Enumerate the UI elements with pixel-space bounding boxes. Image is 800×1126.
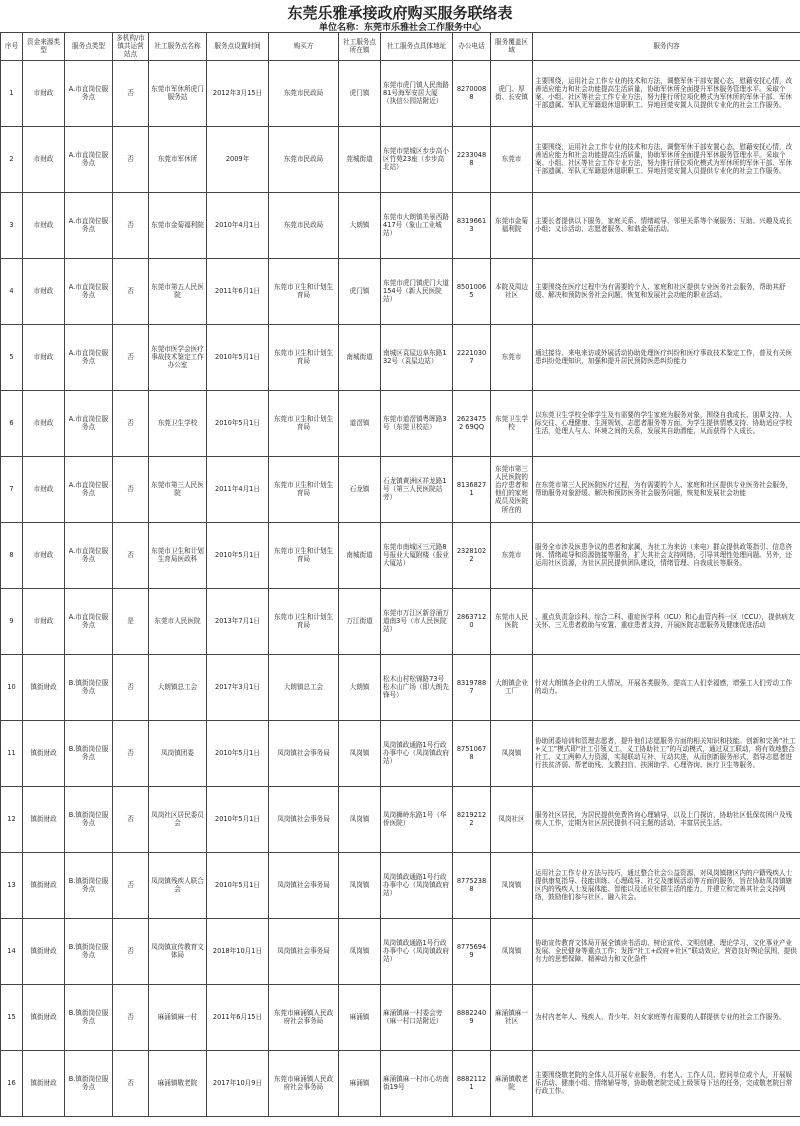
table-row [1,456,800,522]
col-index-cell: 16 [1,1050,23,1116]
table-row [1,126,800,192]
col-coverage-cell: 东莞市金菊福利院 [491,192,533,258]
col-coverage-cell: 虎门、厚街、长安镇 [491,60,533,126]
col-fund-source-cell: 市财政 [23,522,65,588]
col-point-type-cell: B.镇街岗位服务点 [65,1050,113,1116]
col-multi-agency-cell: 否 [113,522,149,588]
table-row [1,324,800,390]
col-coverage-cell: 东莞卫生学校 [491,390,533,456]
col-town-cell: 凤岗镇 [339,720,381,786]
table-row [1,786,800,852]
col-coverage-cell: 凤岗镇 [491,720,533,786]
col-index-cell: 6 [1,390,23,456]
col-point-name-cell: 凤岗镇团委 [149,720,207,786]
col-multi-agency-cell: 否 [113,258,149,324]
col-index-cell: 3 [1,192,23,258]
col-phone-cell: 28637120 [453,588,491,654]
col-service-content-cell: 主要围绕敬老院的全体人员开展专业服务，有老人、工作人员、慰问单位或个人，开展娱乐活动、健康小组、情绪辅导等，协助敬老院完成上级领导下达的任务，完成敬老院日常行政工作。 [533,1050,800,1116]
col-coverage-cell: 大朗镇企业工厂 [491,654,533,720]
col-coverage-cell: 麻涌镇敬老院 [491,1050,533,1116]
col-phone-cell: 22210307 [453,324,491,390]
col-multi-agency-cell: 否 [113,192,149,258]
col-address-cell: 东莞市虎门镇人民南路81号海军安居大厦（执信公园站附近） [381,60,453,126]
col-coverage-cell: 凤岗镇 [491,918,533,984]
col-setup-date-cell: 2018年10月1日 [207,918,269,984]
col-service-content-cell: 主要长者提供以下服务，家庭关系、情绪疏导、邻里关系等个案服务；互助、兴趣及成长小组；义诊活动、志愿者服务、和谐金菊活动。 [533,192,800,258]
table-row [1,258,800,324]
col-service-content-cell: 运用社会工作专业方法与技巧，通过整合社会公益资源，对凤岗镇辖区内的户籍残疾人士提供康复指导、技能训练、心理疏导、社交及康娱活动等方面的服务，旨在协助凤岗镇辖区内的残疾人士发展体能、智能以及适应社群生活的能力，并建立和完善其社会支持网络，鼓励他们参与社区、融入社会。 [533,852,800,918]
col-point-name-cell: 凤岗社区居民委员会 [149,786,207,852]
col-point-type-cell: B.镇街岗位服务点 [65,918,113,984]
col-point-name-cell: 大朗镇总工会 [149,654,207,720]
col-fund-source-cell: 镇街财政 [23,654,65,720]
col-fund-source-cell: 镇街财政 [23,984,65,1050]
col-setup-date-cell: 2009年 [207,126,269,192]
col-fund-source-cell: 镇街财政 [23,918,65,984]
col-setup-date-cell: 2010年5月1日 [207,720,269,786]
col-service-content-cell: 为村内老年人、残疾人、青少年、妇女家庭等有需要的人群提供专业的社会工作服务。 [533,984,800,1050]
col-fund-source-header: 资金来源类型 [23,33,65,61]
col-point-name-header: 社工服务点名称 [149,33,207,61]
col-coverage-cell: 凤岗社区 [491,786,533,852]
col-coverage-cell: 东莞市 [491,324,533,390]
col-coverage-cell: 本院及周边社区 [491,258,533,324]
col-phone-cell: 26234752 69QQ [453,390,491,456]
col-point-type-cell: A.市直岗位服务点 [65,324,113,390]
col-service-content-cell: 在东莞市第三人民医院医疗过程，为有需要的个人、家庭和社区提供专业医务社会服务，帮助服务对象舒缓、解决和预防医务社会服务问题，恢复和发展社会功能 [533,456,800,522]
col-multi-agency-cell: 否 [113,852,149,918]
col-point-type-cell: B.镇街岗位服务点 [65,786,113,852]
col-point-name-cell: 凤岗镇残疾人联合会 [149,852,207,918]
col-multi-agency-cell: 否 [113,126,149,192]
col-point-type-cell: A.市直岗位服务点 [65,60,113,126]
col-fund-source-cell: 市财政 [23,258,65,324]
col-address-cell: 东莞市大朗镇美景西路417号（象山工业城站） [381,192,453,258]
col-multi-agency-cell: 是 [113,588,149,654]
col-purchaser-cell: 东莞市卫生和计划生育局 [269,522,339,588]
col-index-cell: 4 [1,258,23,324]
col-purchaser-cell: 东莞市民政局 [269,126,339,192]
contact-table [0,32,800,1117]
col-purchaser-cell: 东莞市卫生和计划生育局 [269,324,339,390]
col-phone-cell: 23281022 [453,522,491,588]
table-row [1,1050,800,1116]
col-index-cell: 13 [1,852,23,918]
col-fund-source-cell: 市财政 [23,456,65,522]
table-row [1,192,800,258]
col-setup-date-cell: 2011年6月1日 [207,258,269,324]
col-purchaser-cell: 凤岗镇社会事务局 [269,720,339,786]
col-point-type-cell: A.市直岗位服务点 [65,588,113,654]
table-row [1,852,800,918]
col-fund-source-cell: 镇街财政 [23,720,65,786]
col-point-type-header: 服务点类型 [65,33,113,61]
col-index-cell: 14 [1,918,23,984]
col-multi-agency-cell: 否 [113,390,149,456]
col-address-cell: 东莞市万江区新谷涌万道南3号（市人民医院站） [381,588,453,654]
col-service-content-cell: 、重点负责急诊科、综合二科、重症医学科（ICU）和心血管内科一区（CCU），提供病友关怀、三无患者救助与安置、重症患者支持，开展医院志愿服务及健康促进活动 [533,588,800,654]
col-town-cell: 麻涌镇 [339,1050,381,1116]
col-town-cell: 虎门镇 [339,60,381,126]
col-address-cell: 东莞市道滘镇粤晖路3号（东莞卫校站） [381,390,453,456]
col-purchaser-cell: 大朗镇总工会 [269,654,339,720]
col-service-content-cell: 通过接待、来电来访或外展活动协助处理医疗纠纷和医疗事故技术鉴定工作，普及有关医患纠纷处理知识，加强和提升居民预防医患纠纷能力 [533,324,800,390]
col-service-content-cell: 主要围绕，运用社会工作专业的技术和方法，调整军休干部安置心态，慰藉安抚心情，改善适应能力和社会功能提高生活质量，协助军休所全面提升军休服务管理水平。采取个案、小组、社区等社会工作专业方法，努力推行所位项化模式为军休所的军休干部、军休干部遗属、军队无军籍退休退职职工、异地回莞安置人员提供专业化的社会工作服务。 [533,126,800,192]
col-purchaser-cell: 东莞市卫生和计划生育局 [269,258,339,324]
col-point-name-cell: 东莞市第五人民医院 [149,258,207,324]
col-index-cell: 11 [1,720,23,786]
col-multi-agency-cell: 否 [113,60,149,126]
col-index-cell: 7 [1,456,23,522]
col-service-content-cell: 服务全市涉及医患争议的患者和家属，为社工为来访（来电）群众提供政策指引、信息咨询、情绪疏导和资源链接等服务，扩大其社会支持网络，引导其理性处理问题。另外，还运用社区资源，为社区居民提供团队建设，情绪管理、自我成长等服务。 [533,522,800,588]
col-point-name-cell: 东莞市军休所 [149,126,207,192]
col-address-cell: 东莞市莞城区步步高小区竹苑23座（步步高北站） [381,126,453,192]
col-address-cell: 松木山村松锦路73号松木山广场（即大朗先锋号） [381,654,453,720]
col-point-name-cell: 东莞市卫生和计划生育局医政科 [149,522,207,588]
col-purchaser-cell: 东莞市卫生和计划生育局 [269,588,339,654]
col-point-name-cell: 东莞市第三人民医院 [149,456,207,522]
col-town-cell: 莞城街道 [339,126,381,192]
col-town-cell: 凤岗镇 [339,852,381,918]
col-phone-cell: 87756949 [453,918,491,984]
col-town-cell: 万江街道 [339,588,381,654]
col-phone-cell: 83197887 [453,654,491,720]
col-purchaser-cell: 东莞市麻涌镇人民政府社会事务局 [269,1050,339,1116]
col-town-cell: 南城街道 [339,522,381,588]
col-point-type-cell: A.市直岗位服务点 [65,390,113,456]
col-index-cell: 2 [1,126,23,192]
col-phone-cell: 88821121 [453,1050,491,1116]
col-setup-date-cell: 2010年4月1日 [207,192,269,258]
col-service-content-cell: 协助宣传教育文体局开展全镇读书活动、树论宣传、文明创建、理论学习、文化事业产业发展、全民健身等重点工作；发挥“社工+政府+社区”联动效应，营造良好舆论氛围，提供有力的思想保障、精神动力和文化条件 [533,918,800,984]
col-index-cell: 15 [1,984,23,1050]
col-phone-cell: 22330488 [453,126,491,192]
col-point-type-cell: B.镇街岗位服务点 [65,984,113,1050]
col-point-name-cell: 凤岗镇宣传教育文体局 [149,918,207,984]
col-setup-date-header: 服务点设置时间 [207,33,269,61]
col-address-cell: 麻涌镇麻一村委会旁（麻一村口站附近） [381,984,453,1050]
col-multi-agency-cell: 否 [113,1050,149,1116]
col-service-content-cell: 针对大朗镇各企业的工人情况，开展各类服务，提高工人们幸福感，增强工人们劳动工作的动力。 [533,654,800,720]
col-setup-date-cell: 2017年10月9日 [207,1050,269,1116]
col-index-cell: 10 [1,654,23,720]
col-town-cell: 凤岗镇 [339,786,381,852]
col-point-name-cell: 东莞卫生学校 [149,390,207,456]
col-phone-cell: 82192122 [453,786,491,852]
col-point-name-cell: 东莞市军休所虎门服务站 [149,60,207,126]
col-town-cell: 南城街道 [339,324,381,390]
col-point-type-cell: A.市直岗位服务点 [65,126,113,192]
col-multi-agency-cell: 否 [113,654,149,720]
table-row [1,522,800,588]
col-multi-agency-header: 多机构/市镇共运营站点 [113,33,149,61]
col-setup-date-cell: 2017年3月1日 [207,654,269,720]
col-phone-cell: 82700088 [453,60,491,126]
table-row [1,918,800,984]
col-purchaser-header: 购买方 [269,33,339,61]
col-fund-source-cell: 市财政 [23,324,65,390]
col-setup-date-cell: 2010年5月1日 [207,390,269,456]
col-address-cell: 凤岗狮岭东路1号（华侨医院） [381,786,453,852]
col-index-cell: 8 [1,522,23,588]
col-town-header: 社工服务点所在镇 [339,33,381,61]
col-point-type-cell: B.镇街岗位服务点 [65,654,113,720]
col-town-cell: 大朗镇 [339,192,381,258]
col-fund-source-cell: 市财政 [23,192,65,258]
col-coverage-cell: 麻涌镇麻一社区 [491,984,533,1050]
col-address-cell: 凤岗镇政通路1号行政办事中心（凤岗镇政府站） [381,852,453,918]
col-setup-date-cell: 2011年6月15日 [207,984,269,1050]
page-title: 东莞乐雅承接政府购买服务联络表 [287,4,513,22]
table-row [1,654,800,720]
col-purchaser-cell: 东莞市卫生和计划生育局 [269,390,339,456]
col-point-type-cell: B.镇街岗位服务点 [65,852,113,918]
col-index-header: 序号 [1,33,23,61]
col-setup-date-cell: 2010年5月1日 [207,522,269,588]
col-point-type-cell: A.市直岗位服务点 [65,258,113,324]
table-row [1,390,800,456]
col-fund-source-cell: 镇街财政 [23,1050,65,1116]
col-multi-agency-cell: 否 [113,786,149,852]
col-address-cell: 凤岗镇政通路1号行政办事中心（凤岗镇政府站） [381,720,453,786]
col-multi-agency-cell: 否 [113,456,149,522]
col-point-type-cell: A.市直岗位服务点 [65,192,113,258]
col-service-content-cell: 主要围绕在医疗过程中为有需要的个人、家庭和社区提供专业医务社会服务，帮助其舒缓、解决和预防医务社会问题，恢复和发展社会功能的职业活动。 [533,258,800,324]
col-index-cell: 5 [1,324,23,390]
col-point-type-cell: A.市直岗位服务点 [65,456,113,522]
col-coverage-cell: 东莞市第三人民医院的治疗患者和他们的家庭成员及医院所在的 [491,456,533,522]
col-phone-cell: 83196613 [453,192,491,258]
col-town-cell: 凤岗镇 [339,918,381,984]
col-service-content-cell: 主要围绕，运用社会工作专业的技术和方法，调整军休干部安置心态，慰藉安抚心情，改善适应能力和社会功能提高生活质量，协助军休所全面提升军休服务管理水平。采取个案、小组、社区等社会工作专业方法，努力推行所位项化模式为军休所的军休干部、军休干部遗属、军队无军籍退休退职职工、异地回莞安置人员提供专业化的社会工作服务。 [533,60,800,126]
col-service-content-header: 服务内容 [533,33,800,61]
col-multi-agency-cell: 否 [113,324,149,390]
col-address-cell: 石龙镇黄洲区祥龙路1号（第三人民医院站旁） [381,456,453,522]
col-index-cell: 9 [1,588,23,654]
col-town-cell: 虎门镇 [339,258,381,324]
header-row [1,33,800,61]
col-phone-cell: 88822409 [453,984,491,1050]
col-purchaser-cell: 东莞市民政局 [269,192,339,258]
col-point-name-cell: 麻涌镇敬老院 [149,1050,207,1116]
col-point-name-cell: 东莞市金菊福利院 [149,192,207,258]
col-purchaser-cell: 凤岗镇社会事务局 [269,786,339,852]
col-purchaser-cell: 东莞市麻涌镇人民政府社会事务局 [269,984,339,1050]
col-purchaser-cell: 凤岗镇社会事务局 [269,918,339,984]
table-body [1,60,800,1116]
table-row [1,720,800,786]
col-point-type-cell: B.镇街岗位服务点 [65,720,113,786]
col-setup-date-cell: 2010年5月1日 [207,324,269,390]
col-service-content-cell: 服务社区居民，为居民提供免费咨询心理辅导，以及上门探访，协助社区低保贫困户及残疾人工作，定期为社区居民提供不同主题的活动，丰富居民生活。 [533,786,800,852]
col-phone-cell: 87752388 [453,852,491,918]
col-multi-agency-cell: 否 [113,720,149,786]
col-fund-source-cell: 镇街财政 [23,852,65,918]
col-multi-agency-cell: 否 [113,918,149,984]
col-phone-cell: 85010065 [453,258,491,324]
col-fund-source-cell: 市财政 [23,126,65,192]
col-index-cell: 12 [1,786,23,852]
col-setup-date-cell: 2012年3月15日 [207,60,269,126]
col-purchaser-cell: 凤岗镇社会事务局 [269,852,339,918]
col-address-cell: 麻涌镇麻一村市心坊南街19号 [381,1050,453,1116]
col-service-content-cell: 以东莞卫生学校全体学生及有需要的学生家庭为服务对象，围绕自我成长、朋辈支持、人际交往、心理健康、生涯规划、志愿者服务等方面，为学生提供情感支持、协助适应学校生活，处理人与人、环境之间的关系，发展其自助潜能，从而获得个人成长。 [533,390,800,456]
col-point-name-cell: 东莞市医学会医疗事故技术鉴定工作办公室 [149,324,207,390]
col-coverage-cell: 东莞市人民医院 [491,588,533,654]
col-town-cell: 大朗镇 [339,654,381,720]
col-purchaser-cell: 东莞市卫生和计划生育局 [269,456,339,522]
col-phone-cell: 87510678 [453,720,491,786]
col-fund-source-cell: 镇街财政 [23,786,65,852]
col-coverage-cell: 东莞市 [491,126,533,192]
col-fund-source-cell: 市财政 [23,390,65,456]
col-multi-agency-cell: 否 [113,984,149,1050]
col-coverage-cell: 东莞市 [491,522,533,588]
col-point-name-cell: 麻涌镇麻一村 [149,984,207,1050]
col-setup-date-cell: 2013年7月1日 [207,588,269,654]
col-point-name-cell: 东莞市人民医院 [149,588,207,654]
col-phone-cell: 81368271 [453,456,491,522]
table-row [1,60,800,126]
col-town-cell: 麻涌镇 [339,984,381,1050]
col-index-cell: 1 [1,60,23,126]
col-setup-date-cell: 2010年5月1日 [207,786,269,852]
col-address-cell: 南城区袁屋边阜东路132号（袁屋边站） [381,324,453,390]
col-service-content-cell: 协助团委培训和管理志愿者，提升他们志愿服务方面的相关知识和技能。创新和完善“社工+义工”模式即“社工引领义工，义工协助社工”的互动模式，通过双工联动，将有效地整合社工、义工两种人力资源，实现联动互补、互动共进，从而创新服务形式，指导志愿者进行扶贫济弱、帮老助残、支教扫盲、扶困助学、心理咨询、医疗卫生等服务。 [533,720,800,786]
page-subtitle: 单位名称：东莞市乐雅社会工作服务中心 [318,23,481,33]
col-coverage-header: 服务覆盖区域 [491,33,533,61]
col-town-cell: 石龙镇 [339,456,381,522]
col-coverage-cell: 凤岗镇 [491,852,533,918]
col-fund-source-cell: 市财政 [23,60,65,126]
col-town-cell: 道滘镇 [339,390,381,456]
col-point-type-cell: A.市直岗位服务点 [65,522,113,588]
col-address-header: 社工服务点具体地址 [381,33,453,61]
col-phone-header: 办公电话 [453,33,491,61]
table-row [1,984,800,1050]
col-address-cell: 凤岗镇政通路1号行政办事中心（凤岗镇政府站） [381,918,453,984]
table-row [1,588,800,654]
col-purchaser-cell: 东莞市民政局 [269,60,339,126]
col-address-cell: 东莞市虎门镇虎门大道154号（新人民医院站） [381,258,453,324]
col-address-cell: 东莞市南城区三元路8号报业大厦附楼（报业大厦站） [381,522,453,588]
col-setup-date-cell: 2010年5月1日 [207,852,269,918]
col-setup-date-cell: 2011年4月1日 [207,456,269,522]
col-fund-source-cell: 市财政 [23,588,65,654]
